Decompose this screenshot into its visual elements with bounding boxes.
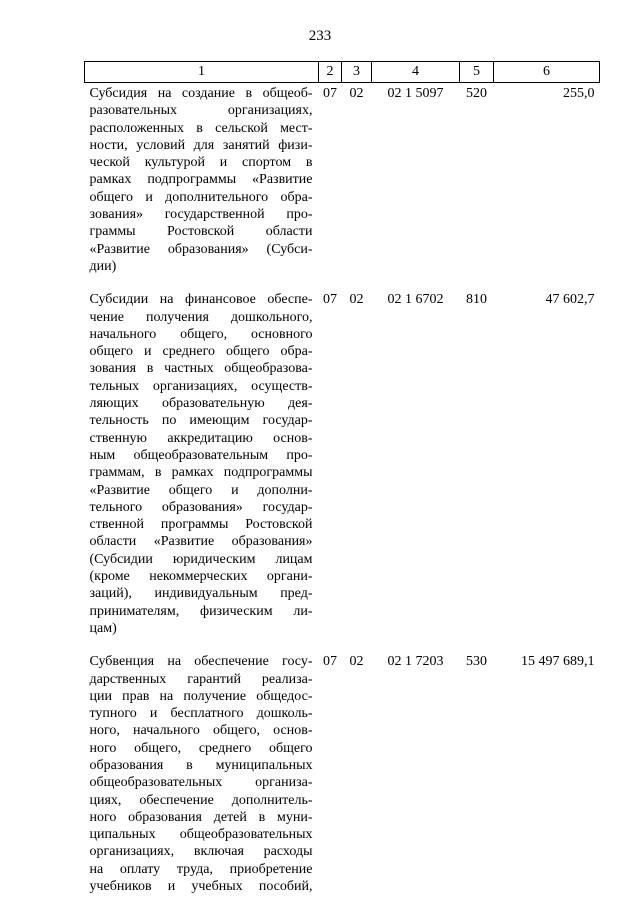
description-line: тельных организациях, осуществ- (89, 378, 313, 394)
description-line: организациях, включая расходы (89, 844, 313, 860)
description-line: тельность по имеющим государ- (89, 413, 313, 429)
description-line: тельного образования» государ- (89, 499, 313, 515)
row-expense-type: 530 (466, 654, 487, 670)
description-line: ции прав на получение общедос- (89, 688, 313, 704)
description-line: ного общего, среднего общего (89, 740, 313, 756)
description-line: цам) (89, 620, 117, 636)
row-target-article: 02 1 6702 (387, 292, 444, 308)
row-target-article: 02 1 5097 (387, 86, 444, 101)
description-line: общего и дополнительного обра- (89, 189, 313, 205)
table-row (85, 651, 600, 909)
description-line: (Субсидии юридическим лицам (89, 551, 313, 567)
description-line: дии) (89, 258, 117, 274)
description-line: граммам, в рамках подпрограммы (89, 465, 313, 481)
description-line: ности, условий для занятий физи- (89, 137, 313, 153)
row-description (85, 83, 319, 290)
budget-table (84, 61, 600, 909)
description-line: общеобразовательных организа- (89, 775, 313, 791)
row-subsection-code: 02 (349, 86, 364, 101)
description-line: ственную аккредитацию основ- (89, 430, 313, 446)
row-description (85, 289, 319, 651)
column-header-2: 2 (319, 62, 342, 83)
column-header-1: 1 (85, 62, 319, 83)
row-subsection-code: 02 (349, 654, 364, 670)
description-line: расположенных в сельской мест- (89, 120, 313, 136)
description-line: учебников и учебных пособий, (89, 879, 313, 895)
column-header-6: 6 (494, 62, 600, 83)
table-row (85, 289, 600, 651)
row-amount: 47 602,7 (545, 292, 595, 308)
description-line: Субвенция на обеспечение госу- (89, 654, 313, 670)
description-line: «Развитие образования» (Субси- (89, 241, 313, 257)
description-line: на оплату труда, приобретение (89, 861, 313, 877)
description-line: Субсидии на финансовое обеспе- (89, 292, 313, 308)
description-line: тупного и бесплатного дошколь- (89, 706, 313, 722)
description-line: области «Развитие образования» (89, 534, 313, 550)
description-line: рамках подпрограммы «Развитие (89, 172, 313, 188)
description-line: начального общего, основного (89, 326, 313, 342)
description-line: заций), индивидуальным пред- (89, 586, 313, 602)
description-line: Субсидия на создание в общеоб- (89, 86, 313, 101)
description-line: образования в муниципальных (89, 757, 313, 773)
column-header-4: 4 (372, 62, 460, 83)
description-line: разовательных организациях, (89, 103, 313, 119)
row-expense-type: 520 (466, 86, 487, 101)
description-line: общего и среднего общего обра- (89, 344, 313, 360)
description-line: «Развитие общего и дополни- (89, 482, 313, 498)
description-line: ципальных общеобразовательных (89, 827, 313, 843)
description-line: чение получения дошкольного, (89, 309, 313, 325)
description-line: ным общеобразовательным про- (89, 447, 313, 463)
row-target-article: 02 1 7203 (387, 654, 444, 670)
row-section-code: 07 (323, 654, 337, 670)
table-header-row (85, 62, 600, 83)
page-number: 233 (308, 28, 332, 44)
row-expense-type: 810 (466, 292, 487, 308)
description-line: зования в частных общеобразова- (89, 361, 313, 377)
description-line: принимателям, физическим ли- (89, 603, 313, 619)
row-section-code: 07 (323, 292, 337, 308)
column-header-3: 3 (342, 62, 372, 83)
description-line: граммы Ростовской области (89, 224, 313, 240)
description-line: (кроме некоммерческих органи- (89, 569, 313, 585)
row-amount: 255,0 (563, 86, 595, 101)
column-header-5: 5 (460, 62, 494, 83)
description-line: ственной программы Ростовской (89, 517, 313, 533)
row-section-code: 07 (323, 86, 337, 101)
row-subsection-code: 02 (349, 292, 364, 308)
description-line: ляющих образовательную дея- (89, 396, 313, 412)
table-row (85, 83, 600, 290)
description-line: ческой культурой и спортом в (89, 155, 313, 171)
description-line: дарственных гарантий реализа- (89, 671, 313, 687)
description-line: ного, начального общего, основ- (89, 723, 313, 739)
description-line: ного образования детей в муни- (89, 809, 313, 825)
row-description (85, 651, 319, 909)
description-line: циях, обеспечение дополнитель- (89, 792, 313, 808)
description-line: зования» государственной про- (89, 207, 313, 223)
row-amount: 15 497 689,1 (521, 654, 595, 670)
